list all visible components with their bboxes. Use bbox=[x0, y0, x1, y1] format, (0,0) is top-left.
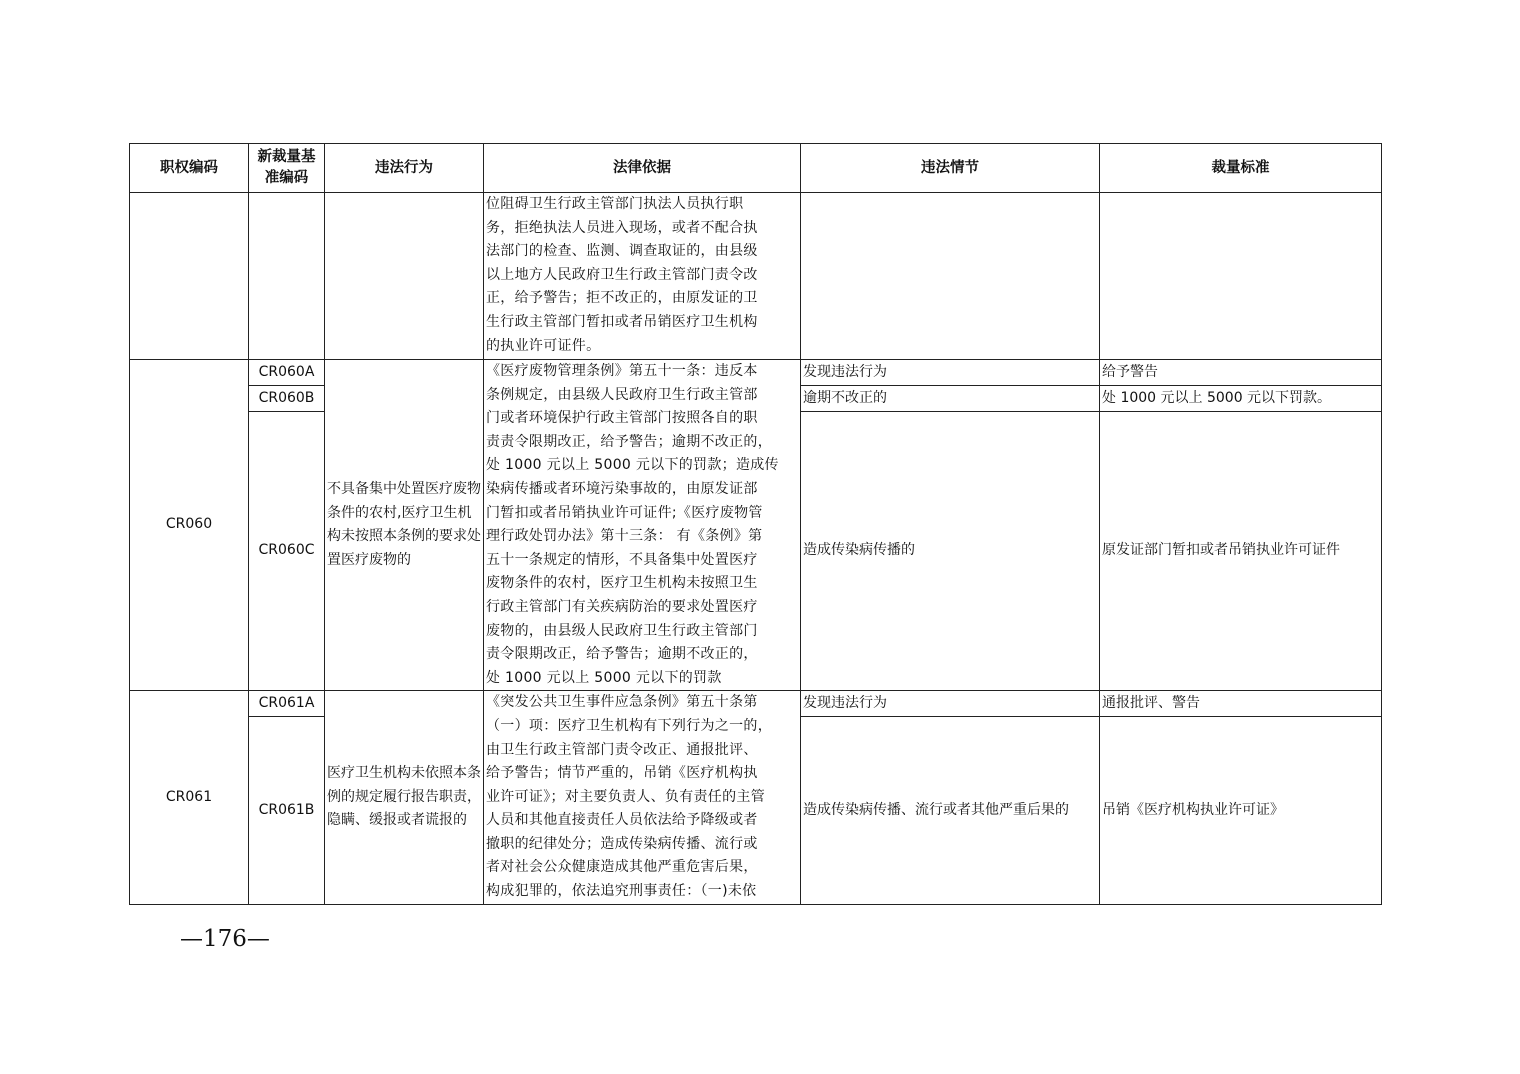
basis-line: 人员和其他直接责任人员依法给予降级或者 bbox=[486, 812, 758, 829]
basis-line: 法部门的检查、监测、调查取证的，由县级 bbox=[486, 243, 758, 260]
basis-line: 由卫生行政主管部门责令改正、通报批评、 bbox=[486, 741, 758, 758]
basis-line: 处 1000 元以上 5000 元以下的罚款；造成传 bbox=[486, 457, 779, 474]
basis-line: 责令限期改正，给予警告；逾期不改正的， bbox=[486, 646, 758, 663]
new-code-cell: CR060C bbox=[249, 412, 325, 691]
basis-line: 位阻碍卫生行政主管部门执法人员执行职 bbox=[486, 196, 744, 212]
circumstance-cell: 逾期不改正的 bbox=[801, 386, 1100, 412]
table-row bbox=[130, 193, 1382, 360]
basis-line: 的执业许可证件。 bbox=[486, 337, 601, 354]
table-row bbox=[130, 360, 1382, 386]
basis-line: 务，拒绝执法人员进入现场，或者不配合执 bbox=[486, 219, 758, 236]
standard-cell: 原发证部门暂扣或者吊销执业许可证件 bbox=[1100, 412, 1382, 691]
basis-cell bbox=[484, 360, 801, 691]
code-cell: CR061 bbox=[130, 691, 249, 904]
basis-line: 废物条件的农村，医疗卫生机构未按照卫生 bbox=[486, 575, 758, 592]
circumstance-cell: 发现违法行为 bbox=[801, 360, 1100, 386]
header-circumstance: 违法情节 bbox=[801, 144, 1100, 193]
new-code-cell: CR060B bbox=[249, 386, 325, 412]
behavior-cell: 不具备集中处置医疗废物条件的农村,医疗卫生机构未按照本条例的要求处置医疗废物的 bbox=[325, 360, 484, 691]
basis-line: 废物的，由县级人民政府卫生行政主管部门 bbox=[486, 622, 758, 639]
basis-line: 者对社会公众健康造成其他严重危害后果， bbox=[486, 859, 758, 876]
basis-line: 门暂扣或者吊销执业许可证件;《医疗废物管 bbox=[486, 504, 763, 521]
new-code-cell: CR061B bbox=[249, 717, 325, 904]
header-standard: 裁量标准 bbox=[1100, 144, 1382, 193]
page-number: —176— bbox=[180, 926, 270, 952]
empty-cell bbox=[325, 193, 484, 360]
circumstance-cell: 发现违法行为 bbox=[801, 691, 1100, 717]
new-code-cell: CR061A bbox=[249, 691, 325, 717]
standard-cell: 通报批评、警告 bbox=[1100, 691, 1382, 717]
header-behavior: 违法行为 bbox=[325, 144, 484, 193]
basis-line: 责责令限期改正，给予警告；逾期不改正的， bbox=[486, 433, 772, 450]
basis-line: 构成犯罪的，依法追究刑事责任：（一)未依 bbox=[486, 883, 757, 900]
basis-line: 处 1000 元以上 5000 元以下的罚款 bbox=[486, 669, 722, 686]
header-code: 职权编码 bbox=[130, 144, 249, 193]
penalty-standard-table bbox=[129, 143, 1382, 905]
circumstance-cell: 造成传染病传播的 bbox=[801, 412, 1100, 691]
empty-cell bbox=[249, 193, 325, 360]
standard-cell: 吊销《医疗机构执业许可证》 bbox=[1100, 717, 1382, 904]
basis-line: 《医疗废物管理条例》第五十一条：违反本 bbox=[486, 363, 758, 379]
header-basis: 法律依据 bbox=[484, 144, 801, 193]
new-code-cell: CR060A bbox=[249, 360, 325, 386]
basis-line: 以上地方人民政府卫生行政主管部门责令改 bbox=[486, 266, 758, 283]
basis-cell bbox=[484, 193, 801, 360]
basis-line: 给予警告；情节严重的，吊销《医疗机构执 bbox=[486, 765, 758, 782]
basis-line: 条例规定，由县级人民政府卫生行政主管部 bbox=[486, 386, 758, 403]
table-header-row bbox=[130, 144, 1382, 193]
standard-cell: 处 1000 元以上 5000 元以下罚款。 bbox=[1100, 386, 1382, 412]
empty-cell bbox=[1100, 193, 1382, 360]
empty-cell bbox=[130, 193, 249, 360]
basis-line: 染病传播或者环境污染事故的，由原发证部 bbox=[486, 480, 758, 497]
basis-line: 业许可证》；对主要负责人、负有责任的主管 bbox=[486, 788, 765, 805]
basis-line: （一）项：医疗卫生机构有下列行为之一的， bbox=[486, 717, 772, 734]
basis-line: 撤职的纪律处分；造成传染病传播、流行或 bbox=[486, 835, 758, 852]
circumstance-cell: 造成传染病传播、流行或者其他严重后果的 bbox=[801, 717, 1100, 904]
basis-line: 行政主管部门有关疾病防治的要求处置医疗 bbox=[486, 598, 758, 615]
basis-cell bbox=[484, 691, 801, 904]
table-row bbox=[130, 691, 1382, 717]
code-cell: CR060 bbox=[130, 360, 249, 691]
basis-line: 理行政处罚办法》第十三条： 有《条例》第 bbox=[486, 528, 763, 545]
basis-line: 门或者环境保护行政主管部门按照各自的职 bbox=[486, 410, 758, 427]
basis-line: 生行政主管部门暂扣或者吊销医疗卫生机构 bbox=[486, 313, 758, 330]
basis-line: 正，给予警告；拒不改正的，由原发证的卫 bbox=[486, 290, 758, 307]
standard-cell: 给予警告 bbox=[1100, 360, 1382, 386]
basis-line: 《突发公共卫生事件应急条例》第五十条第 bbox=[486, 694, 758, 711]
header-new-code: 新裁量基准编码 bbox=[249, 144, 325, 193]
behavior-cell: 医疗卫生机构未依照本条例的规定履行报告职责，隐瞒、缓报或者谎报的 bbox=[325, 691, 484, 904]
basis-line: 五十一条规定的情形，不具备集中处置医疗 bbox=[486, 551, 758, 568]
empty-cell bbox=[801, 193, 1100, 360]
